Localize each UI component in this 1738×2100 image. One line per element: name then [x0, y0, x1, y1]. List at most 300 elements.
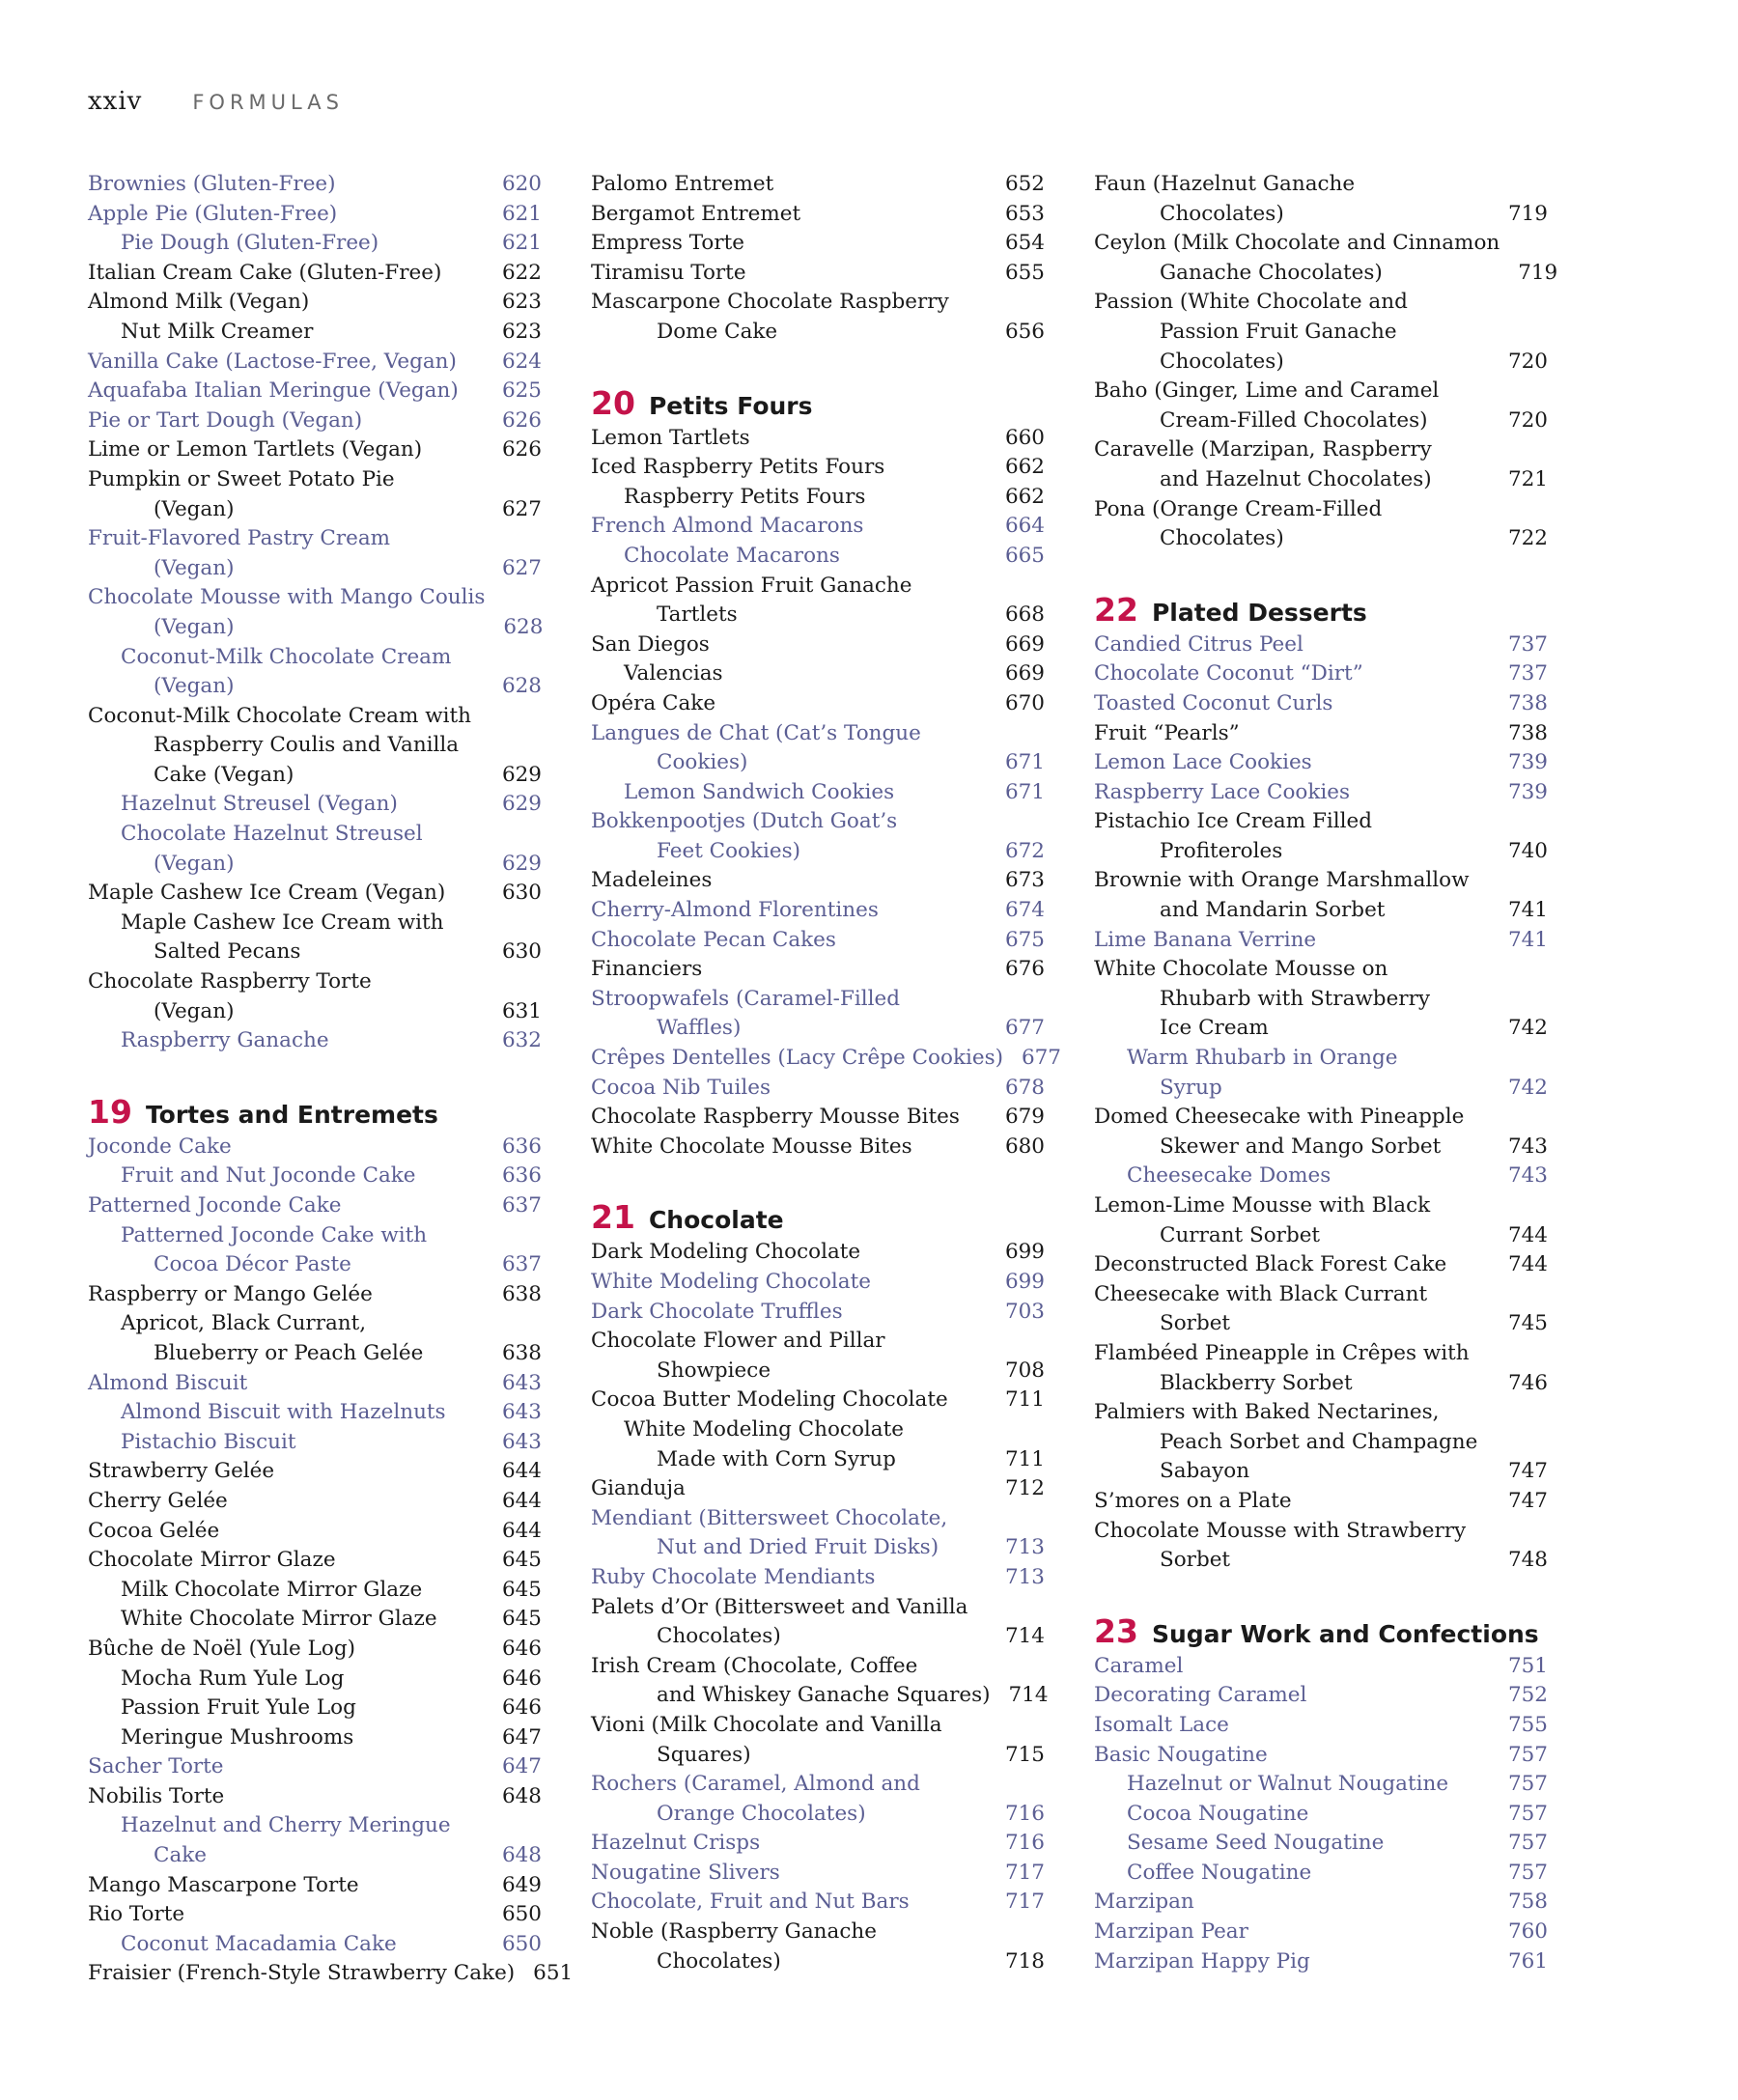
entry-page-number: 716	[1004, 1801, 1045, 1826]
toc-entry[interactable]	[591, 572, 1045, 630]
toc-entry[interactable]	[1094, 955, 1548, 1044]
entry-title-line: (Vegan)	[154, 998, 235, 1023]
entry-page-number: 625	[501, 378, 542, 404]
entry-title	[591, 1474, 686, 1504]
toc-entry[interactable]	[1094, 1711, 1548, 1741]
entry-page-number: 747	[1507, 1488, 1548, 1513]
entry-title-line: Coffee Nougatine	[1127, 1860, 1312, 1885]
toc-entry[interactable]	[88, 524, 542, 583]
entry-title	[88, 1782, 224, 1812]
entry-title	[88, 643, 451, 702]
toc-entry[interactable]	[1094, 170, 1548, 229]
entry-page-number: 737	[1507, 661, 1548, 686]
toc-entry[interactable]	[591, 1386, 1045, 1415]
entry-title	[88, 259, 441, 289]
entry-page-number: 699	[1004, 1270, 1045, 1294]
entry-page-number: 737	[1507, 631, 1548, 657]
toc-entry[interactable]	[1094, 435, 1548, 494]
toc-entry[interactable]	[591, 229, 1045, 259]
entry-page-number: 646	[501, 1636, 542, 1661]
entry-page-number: 755	[1507, 1712, 1548, 1737]
toc-entry[interactable]	[591, 200, 1045, 230]
toc-entry[interactable]	[88, 1752, 542, 1782]
entry-page-number: 636	[501, 1134, 542, 1159]
toc-entry[interactable]	[591, 1327, 1045, 1386]
toc-entry[interactable]	[591, 1504, 1045, 1563]
toc-entry[interactable]	[88, 377, 542, 406]
entry-title	[1094, 1044, 1398, 1103]
entry-title	[591, 630, 710, 660]
entry-title-line: Chocolate Macarons	[624, 543, 840, 568]
entry-title	[591, 1268, 871, 1298]
entry-page-number: 632	[501, 1028, 542, 1053]
entry-title	[1094, 807, 1372, 866]
entry-title	[591, 1298, 843, 1328]
toc-entry[interactable]	[1094, 659, 1548, 689]
entry-title-line: Passion Fruit Yule Log	[121, 1695, 356, 1721]
entry-page-number: 680	[1004, 1134, 1045, 1159]
toc-entry[interactable]	[88, 1191, 542, 1221]
toc-column-1	[88, 170, 574, 1989]
entry-title	[591, 424, 750, 454]
entry-title-line: Coconut-Milk Chocolate Cream	[121, 644, 452, 669]
entry-title-line: Brownies (Gluten-Free)	[88, 172, 336, 196]
entry-page-number: 669	[1004, 661, 1045, 686]
entry-page-number: 714	[1008, 1683, 1049, 1708]
entry-page-number: 757	[1507, 1860, 1548, 1885]
entry-title-line: White Modeling Chocolate	[624, 1416, 904, 1442]
entry-page-number: 622	[501, 260, 542, 285]
entry-page-number: 744	[1507, 1252, 1548, 1277]
entry-title	[591, 1074, 771, 1104]
entry-title	[88, 909, 444, 967]
toc-entry[interactable]	[88, 1959, 574, 1989]
entry-title	[591, 1859, 780, 1889]
toc-entry[interactable]	[591, 1829, 1045, 1859]
entry-page-number: 629	[501, 851, 542, 876]
entry-title-line: Meringue Mushrooms	[121, 1724, 354, 1750]
entry-page-number: 637	[501, 1193, 542, 1218]
toc-entry[interactable]	[591, 719, 1045, 778]
entry-title-line: Ganache Chocolates)	[1160, 260, 1383, 285]
toc-entry[interactable]	[1094, 1770, 1548, 1800]
toc-entry[interactable]	[88, 1133, 542, 1162]
entry-title	[1094, 1162, 1331, 1191]
entry-title	[88, 1457, 274, 1487]
entry-title-line: Milk Chocolate Mirror Glaze	[121, 1577, 423, 1602]
toc-entry[interactable]	[88, 1694, 542, 1723]
toc-entry[interactable]	[1094, 689, 1548, 719]
toc-entry[interactable]	[591, 1593, 1045, 1652]
entry-title	[1094, 866, 1470, 925]
entry-page-number: 742	[1507, 1075, 1548, 1100]
entry-page-number: 703	[1004, 1299, 1045, 1324]
entry-title-line: Strawberry Gelée	[88, 1459, 275, 1484]
entry-title	[1094, 1652, 1183, 1682]
entry-page-number: 645	[501, 1577, 542, 1602]
entry-title	[1094, 689, 1332, 719]
entry-title-line: Ruby Chocolate Mendiants	[591, 1564, 876, 1589]
toc-entry[interactable]	[591, 542, 1045, 572]
toc-entry[interactable]	[1094, 1398, 1548, 1487]
toc-entry[interactable]	[1094, 1947, 1548, 1977]
toc-entry[interactable]	[1094, 926, 1548, 956]
toc-entry[interactable]	[1094, 1487, 1548, 1517]
entry-title-line: Financiers	[591, 957, 703, 982]
entry-title-line: Palmiers with Baked Nectarines,	[1094, 1400, 1440, 1425]
entry-title-line: Tartlets	[657, 602, 738, 628]
toc-entry[interactable]	[1094, 807, 1548, 866]
toc-entry[interactable]	[591, 1474, 1045, 1504]
toc-entry[interactable]	[591, 689, 1045, 719]
toc-entry[interactable]	[88, 1517, 542, 1547]
toc-entry[interactable]	[88, 1457, 542, 1487]
entry-title-line: Passion (White Chocolate and	[1094, 290, 1408, 315]
entry-page-number: 630	[501, 939, 542, 965]
toc-entry[interactable]	[1094, 1829, 1548, 1859]
entry-title-line: Domed Cheesecake with Pineapple	[1094, 1105, 1465, 1130]
toc-entry[interactable]	[591, 1918, 1045, 1976]
entry-page-number: 722	[1507, 526, 1548, 551]
entry-page-number: 744	[1507, 1222, 1548, 1247]
entry-title	[88, 229, 378, 259]
entry-page-number: 648	[501, 1843, 542, 1868]
entry-title-line: Palomo Entremet	[591, 172, 774, 196]
entry-title-line: Toasted Coconut Curls	[1094, 690, 1333, 715]
entry-title-line: Cocoa Nougatine	[1127, 1801, 1309, 1826]
entry-page-number: 719	[1507, 201, 1548, 226]
entry-title-line: Raspberry Petits Fours	[624, 484, 866, 509]
toc-entry[interactable]	[88, 288, 542, 318]
entry-title	[1094, 955, 1430, 1044]
entry-title-line: Almond Milk (Vegan)	[88, 290, 310, 315]
entry-title-line: Cheesecake with Black Currant	[1094, 1281, 1428, 1306]
entry-page-number: 758	[1507, 1890, 1548, 1915]
entry-title	[591, 955, 702, 985]
entry-title-line: Raspberry Lace Cookies	[1094, 779, 1351, 804]
toc-entry[interactable]	[1094, 229, 1558, 288]
entry-title-line: and Whiskey Ganache Squares)	[657, 1683, 991, 1708]
entry-title	[1094, 1487, 1292, 1517]
toc-entry[interactable]	[88, 790, 542, 820]
entry-page-number: 679	[1004, 1105, 1045, 1130]
toc-entry[interactable]	[88, 643, 542, 702]
entry-page-number: 712	[1004, 1476, 1045, 1501]
entry-title-line: Patterned Joconde Cake	[88, 1193, 342, 1218]
toc-entry[interactable]	[591, 1859, 1045, 1889]
toc-entry[interactable]	[88, 435, 542, 465]
entry-title	[1094, 1711, 1229, 1741]
entry-title	[1094, 1280, 1427, 1339]
entry-title-line: Raspberry or Mango Gelée	[88, 1281, 373, 1306]
toc-entry[interactable]	[88, 1398, 542, 1428]
entry-title-line: Hazelnut or Walnut Nougatine	[1127, 1772, 1449, 1797]
toc-entry[interactable]	[591, 1238, 1045, 1268]
toc-entry[interactable]	[591, 1415, 1045, 1474]
toc-entry[interactable]	[88, 909, 542, 967]
toc-entry[interactable]	[1094, 288, 1548, 377]
toc-entry[interactable]	[1094, 1191, 1548, 1250]
toc-entry[interactable]	[591, 1888, 1045, 1918]
entry-title	[88, 435, 422, 465]
entry-page-number: 743	[1507, 1163, 1548, 1189]
toc-entry[interactable]	[88, 465, 542, 524]
toc-entry[interactable]	[88, 1487, 542, 1517]
entry-page-number: 715	[1004, 1742, 1045, 1767]
entry-title-line: Sabayon	[1160, 1459, 1250, 1484]
entry-title-line: White Modeling Chocolate	[591, 1270, 871, 1294]
toc-entry[interactable]	[1094, 1681, 1548, 1711]
toc-entry[interactable]	[88, 1026, 542, 1056]
toc-entry[interactable]	[591, 512, 1045, 542]
toc-entry[interactable]	[591, 424, 1045, 454]
entry-page-number: 746	[1507, 1370, 1548, 1395]
toc-entry[interactable]	[88, 1221, 542, 1280]
toc-entry[interactable]	[1094, 1250, 1548, 1280]
entry-title-line: Langues de Chat (Cat’s Tongue	[591, 720, 921, 745]
toc-entry[interactable]	[1094, 1859, 1548, 1889]
toc-entry[interactable]	[591, 288, 1045, 347]
chapter-heading	[1094, 1612, 1548, 1651]
entry-title-line: Bokkenpootjes (Dutch Goat’s	[591, 809, 898, 834]
entry-title-line: Mocha Rum Yule Log	[121, 1666, 345, 1691]
entry-page-number: 708	[1004, 1358, 1045, 1383]
toc-entry[interactable]	[88, 1665, 542, 1694]
toc-entry[interactable]	[88, 583, 542, 642]
entry-title	[88, 1162, 416, 1191]
entry-title	[591, 483, 865, 513]
entry-page-number: 677	[1004, 1016, 1045, 1041]
entry-title	[88, 1026, 329, 1056]
toc-entry[interactable]	[1094, 630, 1548, 660]
toc-entry[interactable]	[591, 630, 1045, 660]
entry-title-line: Lime or Lemon Tartlets (Vegan)	[88, 437, 423, 462]
entry-page-number: 624	[501, 349, 542, 374]
toc-entry[interactable]	[88, 170, 542, 200]
toc-entry[interactable]	[88, 879, 542, 909]
toc-entry[interactable]	[591, 1268, 1045, 1298]
toc-entry[interactable]	[1094, 1888, 1548, 1918]
toc-entry[interactable]	[88, 348, 542, 378]
entry-page-number: 660	[1004, 425, 1045, 450]
chapter-number: 23	[1094, 1611, 1138, 1650]
entry-page-number: 665	[1004, 543, 1045, 568]
entry-title-line: Mango Mascarpone Torte	[88, 1872, 359, 1897]
toc-entry[interactable]	[591, 896, 1045, 926]
toc-entry[interactable]	[1094, 1044, 1548, 1103]
toc-entry[interactable]	[591, 1652, 1049, 1711]
toc-entry[interactable]	[591, 1044, 1061, 1074]
toc-entry[interactable]	[88, 1546, 542, 1576]
entry-page-number: 627	[501, 555, 542, 580]
toc-entry[interactable]	[1094, 1103, 1548, 1162]
entry-page-number: 626	[501, 407, 542, 433]
entry-title-line: Hazelnut Streusel (Vegan)	[121, 792, 398, 817]
toc-entry[interactable]	[88, 1309, 542, 1368]
toc-entry[interactable]	[1094, 377, 1548, 435]
entry-title-line: and Hazelnut Chocolates)	[1160, 466, 1432, 491]
entry-title-line: Maple Cashew Ice Cream (Vegan)	[88, 881, 446, 906]
toc-entry[interactable]	[591, 1298, 1045, 1328]
entry-title	[1094, 1741, 1268, 1771]
entry-page-number: 711	[1004, 1387, 1045, 1413]
toc-entry[interactable]	[591, 778, 1045, 808]
entry-title-line: Empress Torte	[591, 231, 745, 256]
toc-entry[interactable]	[1094, 1517, 1548, 1576]
toc-entry[interactable]	[591, 483, 1045, 513]
toc-entry[interactable]	[1094, 1162, 1548, 1191]
chapter-title: Tortes and Entremets	[145, 1100, 438, 1129]
entry-title	[1094, 1859, 1311, 1889]
entry-title-line: Deconstructed Black Forest Cake	[1094, 1252, 1447, 1277]
entry-title-line: San Diegos	[591, 631, 710, 657]
entry-title-line: Rhubarb with Strawberry	[1160, 986, 1430, 1011]
entry-title	[591, 719, 921, 778]
entry-page-number: 752	[1507, 1683, 1548, 1708]
toc-entry[interactable]	[88, 229, 542, 259]
toc-entry[interactable]	[591, 1133, 1045, 1162]
entry-title-line: Fruit-Flavored Pastry Cream	[88, 526, 391, 551]
toc-entry[interactable]	[88, 1930, 542, 1960]
entry-page-number: 757	[1507, 1772, 1548, 1797]
entry-title-line: Rochers (Caramel, Almond and	[591, 1772, 920, 1797]
entry-title-line: Coconut-Milk Chocolate Cream with	[88, 703, 471, 728]
entry-title	[88, 1576, 422, 1606]
entry-title-line: (Vegan)	[154, 555, 235, 580]
toc-entry[interactable]	[591, 807, 1045, 866]
toc-entry[interactable]	[1094, 866, 1548, 925]
toc-entry[interactable]	[1094, 1280, 1548, 1339]
entry-page-number: 670	[1004, 690, 1045, 715]
toc-entry[interactable]	[1094, 1652, 1548, 1682]
entry-title	[88, 1723, 353, 1753]
entry-title	[591, 1504, 947, 1563]
entry-page-number: 645	[501, 1607, 542, 1632]
entry-title-line: Valencias	[624, 661, 723, 686]
running-header	[88, 87, 344, 116]
toc-entry[interactable]	[591, 259, 1045, 289]
entry-page-number: 718	[1004, 1948, 1045, 1974]
chapter-number: 20	[591, 383, 635, 422]
entry-title-line: White Chocolate Mousse on	[1094, 957, 1388, 982]
entry-title-line: Ice Cream	[1160, 1016, 1269, 1041]
entry-page-number: 740	[1507, 838, 1548, 863]
entry-title	[591, 896, 879, 926]
toc-entry[interactable]	[88, 1280, 542, 1310]
toc-entry[interactable]	[1094, 719, 1548, 749]
entry-title-line: Fruit and Nut Joconde Cake	[121, 1163, 416, 1189]
entry-title	[1094, 435, 1432, 494]
entry-page-number: 672	[1004, 838, 1045, 863]
toc-entry[interactable]	[591, 453, 1045, 483]
toc-entry[interactable]	[591, 866, 1045, 896]
entry-title-line: Isomalt Lace	[1094, 1712, 1229, 1737]
running-title: FORMULAS	[192, 91, 344, 114]
toc-entry[interactable]	[88, 820, 542, 879]
toc-entry[interactable]	[1094, 1918, 1548, 1947]
entry-title	[591, 542, 840, 572]
toc-entry[interactable]	[1094, 1339, 1548, 1398]
entry-title-line: Noble (Raspberry Ganache	[591, 1919, 877, 1945]
entry-title-line: Apple Pie (Gluten-Free)	[88, 201, 338, 226]
toc-entry[interactable]	[591, 659, 1045, 689]
toc-entry[interactable]	[591, 1563, 1045, 1593]
entry-title-line: Brownie with Orange Marshmallow	[1094, 868, 1470, 893]
toc-entry[interactable]	[591, 985, 1045, 1044]
entry-title-line: Hazelnut Crisps	[591, 1831, 761, 1856]
entry-title-line: Nut Milk Creamer	[121, 319, 314, 344]
entry-title-line: Decorating Caramel	[1094, 1683, 1307, 1708]
entry-title-line: Dome Cake	[657, 319, 778, 344]
toc-entry[interactable]	[1094, 495, 1548, 554]
entry-title-line: Fraisier (French-Style Strawberry Cake)	[88, 1961, 516, 1986]
entry-title-line: Made with Corn Syrup	[657, 1446, 896, 1471]
entry-title	[591, 200, 800, 230]
toc-entry[interactable]	[88, 1782, 542, 1812]
entry-title-line: Pumpkin or Sweet Potato Pie	[88, 466, 395, 491]
toc-entry[interactable]	[88, 1605, 542, 1635]
entry-page-number: 649	[501, 1872, 542, 1897]
toc-entry[interactable]	[591, 1103, 1045, 1133]
toc-entry[interactable]	[88, 1635, 542, 1665]
toc-entry[interactable]	[1094, 748, 1548, 778]
toc-entry[interactable]	[88, 200, 542, 230]
entry-title	[88, 1221, 427, 1280]
toc-entry[interactable]	[88, 1162, 542, 1191]
chapter-title: Sugar Work and Confections	[1151, 1619, 1539, 1648]
entry-title-line: Cookies)	[657, 750, 748, 775]
toc-entry[interactable]	[591, 926, 1045, 956]
entry-page-number: 644	[501, 1518, 542, 1543]
toc-entry[interactable]	[88, 1723, 542, 1753]
toc-entry[interactable]	[1094, 1800, 1548, 1830]
toc-entry[interactable]	[88, 1811, 542, 1870]
entry-page-number: 761	[1507, 1948, 1548, 1974]
toc-entry[interactable]	[1094, 778, 1548, 808]
toc-entry[interactable]	[591, 1711, 1045, 1770]
entry-page-number: 643	[501, 1370, 542, 1395]
toc-entry[interactable]	[591, 955, 1045, 985]
toc-entry[interactable]	[1094, 1741, 1548, 1771]
toc-entry[interactable]	[88, 259, 542, 289]
entry-title-line: Rio Torte	[88, 1902, 185, 1927]
toc-entry[interactable]	[88, 318, 542, 348]
entry-page-number: 648	[501, 1783, 542, 1808]
toc-entry[interactable]	[88, 1900, 542, 1930]
entry-title-line: Warm Rhubarb in Orange	[1127, 1046, 1398, 1071]
entry-title	[88, 348, 457, 378]
toc-entry[interactable]	[591, 170, 1045, 200]
toc-entry[interactable]	[88, 1871, 542, 1901]
toc-entry[interactable]	[591, 1770, 1045, 1829]
toc-entry[interactable]	[88, 702, 542, 791]
entry-title-line: Chocolates)	[1160, 526, 1284, 551]
entry-title-line: Chocolate Pecan Cakes	[591, 927, 836, 952]
toc-entry[interactable]	[88, 1369, 542, 1399]
entry-title-line: Coconut Macadamia Cake	[121, 1931, 397, 1956]
toc-entry[interactable]	[88, 406, 542, 436]
toc-entry[interactable]	[88, 1428, 542, 1458]
entry-title	[591, 985, 900, 1044]
entry-title	[591, 512, 863, 542]
entry-title-line: Currant Sorbet	[1160, 1222, 1321, 1247]
entry-title-line: Cherry Gelée	[88, 1488, 228, 1513]
toc-entry[interactable]	[88, 1576, 542, 1606]
toc-entry[interactable]	[88, 967, 542, 1026]
entry-title	[88, 1900, 184, 1930]
toc-entry[interactable]	[591, 1074, 1045, 1104]
entry-page-number: 664	[1004, 514, 1045, 539]
